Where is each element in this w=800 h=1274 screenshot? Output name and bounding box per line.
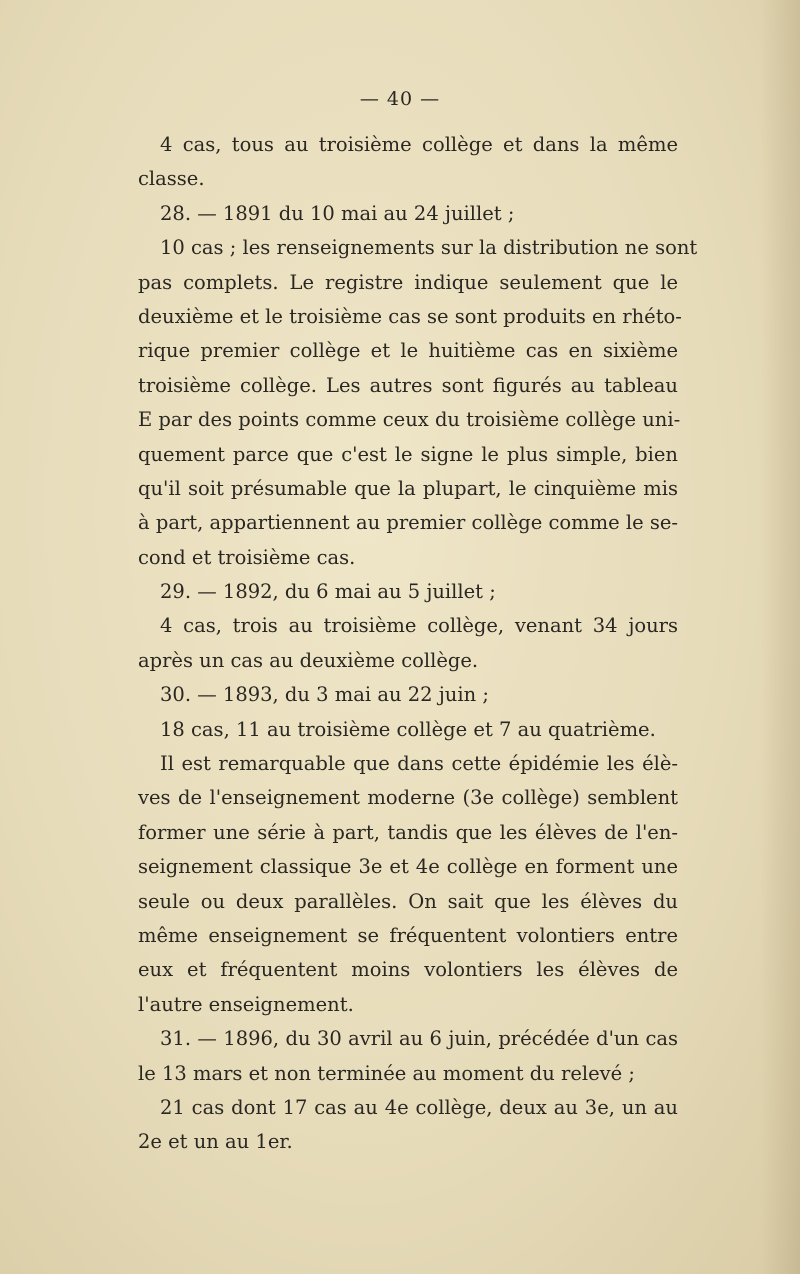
text-line: seule ou deux parallèles. On sait que les élèves du xyxy=(138,889,678,913)
text-line: 4 cas, tous au troisième collège et dans la même xyxy=(160,133,678,156)
body-text xyxy=(138,128,698,1160)
text-line: former une série à part, tandis que les élèves de l'en- xyxy=(138,820,678,844)
text-line: eux et fréquentent moins volontiers les élèves de xyxy=(138,958,678,982)
text-line: le 13 mars et non terminée au moment du relevé ; xyxy=(138,1061,635,1085)
text-line: 29. — 1892, du 6 mai au 5 juillet ; xyxy=(160,580,496,604)
text-line: même enseignement se fréquentent volontiers entre xyxy=(138,923,678,947)
text-line: deuxième et le troisième cas se sont produits en rhéto- xyxy=(138,304,682,328)
text-line: 28. — 1891 du 10 mai au 24 juillet ; xyxy=(160,201,515,225)
text-line: 31. — 1896, du 30 avril au 6 juin, précédée d'un cas xyxy=(160,1027,678,1051)
page-number: — 40 — xyxy=(359,88,441,110)
text-line: Il est remarquable que dans cette épidémie les élè- xyxy=(160,752,678,776)
text-line: 18 cas, 11 au troisième collège et 7 au quatrième. xyxy=(160,717,656,741)
text-line: 21 cas dont 17 cas au 4e collège, deux au 3e, un au xyxy=(160,1095,678,1119)
text-line: qu'il soit présumable que la plupart, le cinquième mis xyxy=(138,476,678,500)
text-line: rique premier collège et le huitième cas en sixième xyxy=(138,339,678,363)
text-line: seignement classique 3e et 4e collège en forment une xyxy=(138,855,678,879)
text-line: après un cas au deuxième collège. xyxy=(138,648,479,672)
text-line: 2e et un au 1er. xyxy=(138,1130,293,1154)
text-line: 10 cas ; les renseignements sur la distribution ne sont xyxy=(160,236,698,260)
text-line: 30. — 1893, du 3 mai au 22 juin ; xyxy=(160,683,489,707)
page-gutter-shadow xyxy=(760,0,800,1274)
text-line: 4 cas, trois au troisième collège, venant 34 jours xyxy=(160,614,678,638)
text-line: ves de l'enseignement moderne (3e collège) semblent xyxy=(138,786,678,810)
text-line: cond et troisième cas. xyxy=(138,545,356,569)
text-line: quement parce que c'est le signe le plus simple, bien xyxy=(138,442,678,466)
text-line: classe. xyxy=(138,167,205,191)
text-line: l'autre enseignement. xyxy=(138,992,354,1016)
text-line: troisième collège. Les autres sont figurés au tableau xyxy=(138,373,678,397)
text-line: E par des points comme ceux du troisième collège uni- xyxy=(138,408,681,432)
text-line: pas complets. Le registre indique seulement que le xyxy=(138,270,678,294)
text-line: à part, appartiennent au premier collège comme le se- xyxy=(138,511,678,535)
